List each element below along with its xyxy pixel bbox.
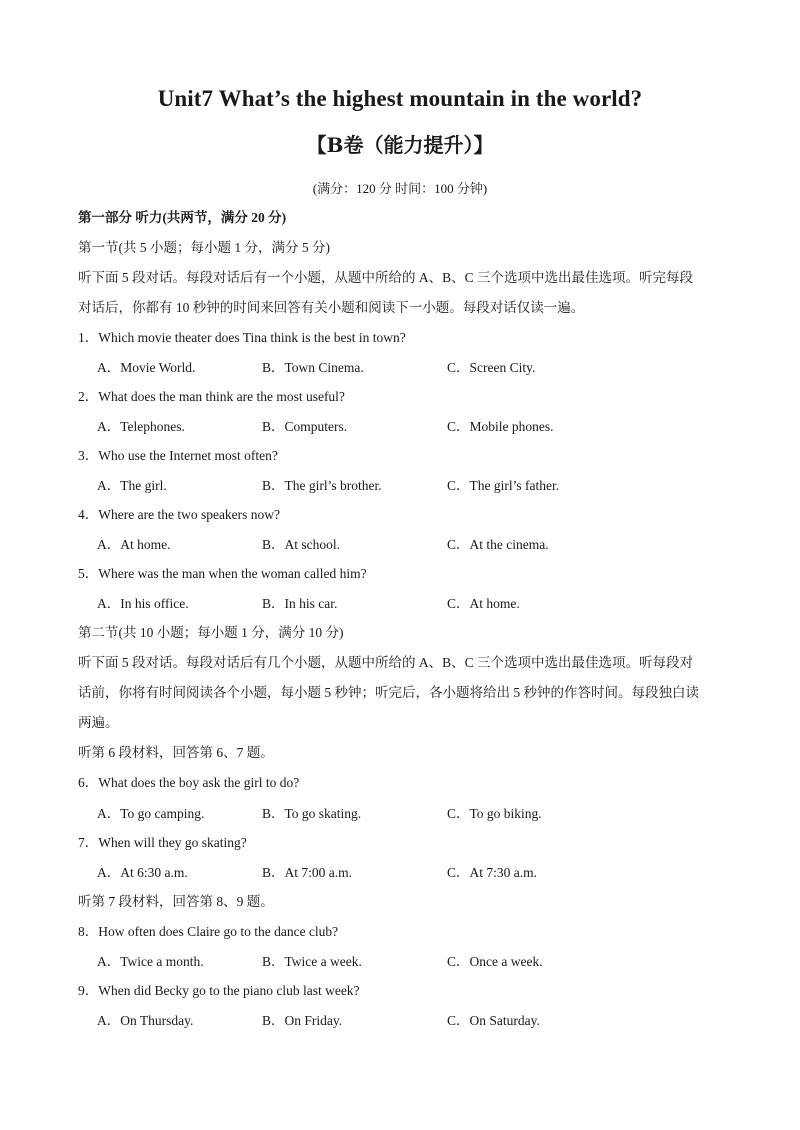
question-stem: 8．How often does Claire go to the dance club? bbox=[78, 924, 339, 939]
material-6-note: 听第 6 段材料，回答第 6、7 题。 bbox=[78, 745, 274, 760]
option-b: B．On Friday. bbox=[262, 1013, 343, 1028]
option-c: C．At home. bbox=[447, 596, 520, 611]
option-c: C．The girl’s father. bbox=[447, 478, 560, 493]
option-c: C．At 7:30 a.m. bbox=[447, 865, 537, 880]
section1-instructions-line2: 对话后，你都有 10 秒钟的时间来回答有关小题和阅读下一小题。每段对话仅读一遍。 bbox=[78, 300, 585, 315]
option-b: B．At school. bbox=[262, 537, 341, 552]
section1-instructions-line1: 听下面 5 段对话。每段对话后有一个小题，从题中所给的 A、B、C 三个选项中选出最佳选项。听完每段 bbox=[78, 270, 694, 285]
option-c: C．On Saturday. bbox=[447, 1013, 540, 1028]
question-stem: 4．Where are the two speakers now? bbox=[78, 507, 281, 522]
score-time-line: (满分：120 分 时间：100 分钟) bbox=[312, 181, 488, 196]
option-a: A．To go camping. bbox=[97, 806, 205, 821]
option-c: C．Once a week. bbox=[447, 954, 543, 969]
question-stem: 9．When did Becky go to the piano club last week? bbox=[78, 983, 360, 998]
option-b: B．The girl’s brother. bbox=[262, 478, 382, 493]
question-stem: 1．Which movie theater does Tina think is the best in town? bbox=[78, 330, 406, 345]
section2-instructions-line2: 话前，你将有时间阅读各个小题，每小题 5 秒钟；听完后，各小题将给出 5 秒钟的作答时间。每段独白读 bbox=[78, 685, 699, 700]
question-stem: 6．What does the boy ask the girl to do? bbox=[78, 775, 300, 790]
option-a: A．Movie World. bbox=[97, 360, 196, 375]
question-stem: 7．When will they go skating? bbox=[78, 835, 247, 850]
section1-heading: 第一节(共 5 小题；每小题 1 分，满分 5 分) bbox=[78, 240, 330, 255]
section2-instructions-line1: 听下面 5 段对话。每段对话后有几个小题，从题中所给的 A、B、C 三个选项中选出最佳选项。听每段对 bbox=[78, 655, 694, 670]
option-b: B．In his car. bbox=[262, 596, 338, 611]
option-a: A．At home. bbox=[97, 537, 171, 552]
option-c: C．To go biking. bbox=[447, 806, 542, 821]
option-b: B．At 7:00 a.m. bbox=[262, 865, 352, 880]
option-b: B．Twice a week. bbox=[262, 954, 362, 969]
page-title: Unit7 What’s the highest mountain in the world? bbox=[157, 86, 643, 111]
option-b: B．Computers. bbox=[262, 419, 348, 434]
section2-instructions-line3: 两遍。 bbox=[78, 715, 119, 730]
option-c: C．Screen City. bbox=[447, 360, 536, 375]
option-a: A．Twice a month. bbox=[97, 954, 204, 969]
page-subtitle: 【B卷（能力提升）】 bbox=[306, 133, 494, 157]
option-a: A．Telephones. bbox=[97, 419, 185, 434]
part1-heading: 第一部分 听力(共两节，满分 20 分) bbox=[78, 210, 287, 225]
option-b: B．To go skating. bbox=[262, 806, 362, 821]
question-stem: 2．What does the man think are the most useful? bbox=[78, 389, 345, 404]
question-stem: 5．Where was the man when the woman called him? bbox=[78, 566, 367, 581]
option-a: A．The girl. bbox=[97, 478, 167, 493]
section2-heading: 第二节(共 10 小题；每小题 1 分，满分 10 分) bbox=[78, 625, 344, 640]
question-stem: 3．Who use the Internet most often? bbox=[78, 448, 278, 463]
option-b: B．Town Cinema. bbox=[262, 360, 364, 375]
option-a: A．In his office. bbox=[97, 596, 189, 611]
option-c: C．Mobile phones. bbox=[447, 419, 554, 434]
option-a: A．On Thursday. bbox=[97, 1013, 194, 1028]
material-7-note: 听第 7 段材料，回答第 8、9 题。 bbox=[78, 894, 274, 909]
option-c: C．At the cinema. bbox=[447, 537, 549, 552]
option-a: A．At 6:30 a.m. bbox=[97, 865, 188, 880]
